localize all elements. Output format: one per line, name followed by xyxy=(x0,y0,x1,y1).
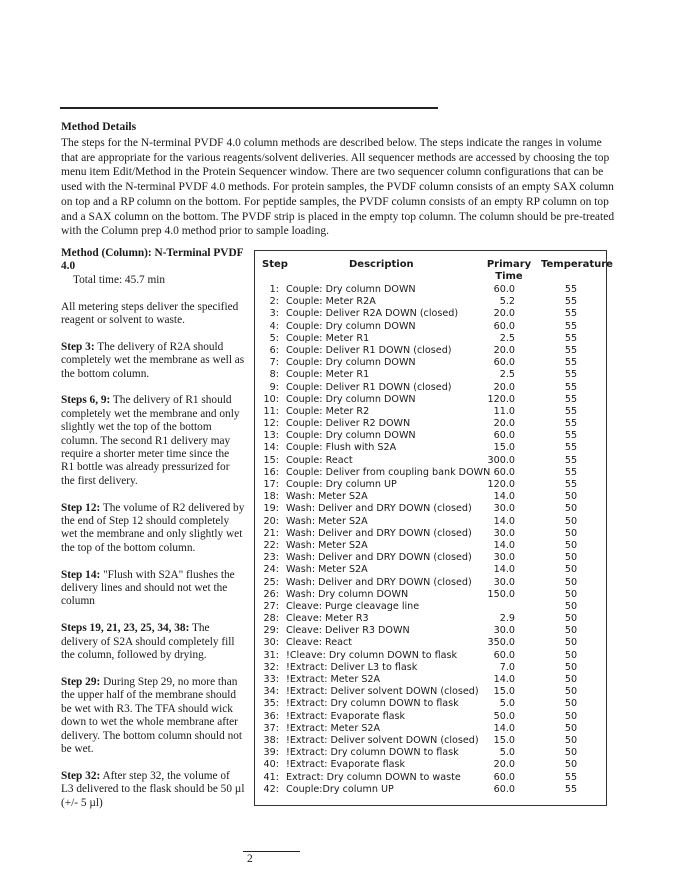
primary-time: 2.9 xyxy=(499,613,515,625)
step-number: 29: xyxy=(263,625,279,637)
primary-time: 30.0 xyxy=(493,576,515,588)
temperature: 50 xyxy=(564,588,578,600)
step-number: 36: xyxy=(263,710,279,722)
step-description: Wash: Deliver and DRY DOWN (closed) xyxy=(286,527,472,539)
table-row xyxy=(255,503,606,515)
step-description: !Extract: Deliver solvent DOWN (closed) xyxy=(286,686,479,698)
table-row xyxy=(255,674,606,686)
step-description: Couple: Meter R2 xyxy=(286,405,370,417)
temperature: 55 xyxy=(564,369,578,381)
step-description: Wash: Deliver and DRY DOWN (closed) xyxy=(286,576,472,588)
primary-time: 20.0 xyxy=(493,381,515,393)
header-temperature: Temperature xyxy=(541,259,613,270)
table-row xyxy=(255,345,606,357)
note-label: Steps 6, 9: xyxy=(61,394,111,407)
primary-time: 14.0 xyxy=(493,674,515,685)
temperature: 50 xyxy=(564,600,578,612)
table-row xyxy=(255,418,606,430)
table-row xyxy=(255,321,606,333)
temperature: 50 xyxy=(564,576,578,588)
note-label: Step 29: xyxy=(61,675,101,688)
temperature: 55 xyxy=(564,466,578,478)
note-paragraph xyxy=(61,301,245,328)
step-number: 18: xyxy=(263,491,279,503)
temperature: 50 xyxy=(564,637,578,649)
table-body xyxy=(255,284,606,796)
note-paragraph xyxy=(61,341,245,381)
table-row xyxy=(255,394,606,406)
temperature: 55 xyxy=(564,771,578,783)
step-description: Couple: Dry column DOWN xyxy=(286,284,416,295)
step-number: 2: xyxy=(269,296,279,308)
total-time: Total time: 45.7 min xyxy=(73,273,166,286)
step-number: 35: xyxy=(263,698,279,710)
step-description: !Extract: Dry column DOWN to flask xyxy=(286,698,459,710)
step-description: Wash: Dry column DOWN xyxy=(286,588,409,600)
step-description: Cleave: Purge cleavage line xyxy=(286,600,420,612)
primary-time: 60.0 xyxy=(493,771,515,783)
table-row xyxy=(255,577,606,589)
note-paragraph xyxy=(61,569,245,609)
step-number: 7: xyxy=(269,357,279,369)
temperature: 55 xyxy=(564,393,578,405)
primary-time: 60.0 xyxy=(493,284,515,295)
primary-time: 30.0 xyxy=(493,503,515,515)
primary-time: 60.0 xyxy=(493,357,515,369)
table-row xyxy=(255,784,606,796)
step-number: 31: xyxy=(263,649,279,661)
step-description: Couple: Meter R2A xyxy=(286,296,376,308)
temperature: 55 xyxy=(564,430,578,442)
table-row xyxy=(255,540,606,552)
step-description: !Extract: Meter S2A xyxy=(286,722,381,734)
step-number: 39: xyxy=(263,747,279,759)
table-row xyxy=(255,625,606,637)
temperature: 50 xyxy=(564,491,578,503)
step-number: 1: xyxy=(269,284,279,295)
step-description: Couple:Dry column UP xyxy=(286,783,394,795)
primary-time: 20.0 xyxy=(493,759,515,771)
table-row xyxy=(255,698,606,710)
step-number: 42: xyxy=(263,783,279,795)
step-description: Couple: Deliver R2A DOWN (closed) xyxy=(286,308,459,320)
primary-time: 30.0 xyxy=(493,552,515,564)
note-text: The delivery of R2A should completely wet the membrane as well as the bottom column. xyxy=(61,340,245,380)
step-description: Couple: Meter R1 xyxy=(286,369,370,381)
step-number: 14: xyxy=(263,442,279,454)
notes-list xyxy=(61,301,245,810)
step-number: 25: xyxy=(263,576,279,588)
temperature: 50 xyxy=(564,527,578,539)
table-row xyxy=(255,747,606,759)
temperature: 50 xyxy=(564,661,578,673)
step-number: 5: xyxy=(269,332,279,344)
step-description: !Cleave: Dry column DOWN to flask xyxy=(286,649,458,661)
temperature: 55 xyxy=(564,454,578,466)
header-primary-time: Primary Time xyxy=(486,259,532,282)
table-row xyxy=(255,430,606,442)
method-heading: Method (Column): N-Terminal PVDF 4.0 xyxy=(61,247,244,273)
footer-rule xyxy=(243,851,300,852)
primary-time: 20.0 xyxy=(493,344,515,356)
step-number: 34: xyxy=(263,686,279,698)
primary-time: 5.0 xyxy=(499,747,515,759)
step-description: Couple: Dry column DOWN xyxy=(286,430,416,442)
primary-time: 15.0 xyxy=(493,686,515,698)
step-description: Couple: Deliver R1 DOWN (closed) xyxy=(286,344,452,356)
note-label: Step 14: xyxy=(61,568,101,581)
table-row xyxy=(255,491,606,503)
table-row xyxy=(255,552,606,564)
primary-time: 60.0 xyxy=(493,783,515,795)
note-text: The volume of R2 delivered by the end of Step 12 should completely wet the membrane and only slightly wet the top of the bottom column. xyxy=(61,501,245,554)
step-description: Wash: Meter S2A xyxy=(286,564,368,576)
temperature: 55 xyxy=(564,783,578,795)
step-description: Couple: React xyxy=(286,454,353,466)
top-rule xyxy=(60,107,438,109)
primary-time: 60.0 xyxy=(493,466,515,478)
step-description: Couple: Deliver from coupling bank DOWN xyxy=(286,466,491,478)
primary-time: 2.5 xyxy=(499,332,515,344)
temperature: 50 xyxy=(564,698,578,710)
step-number: 37: xyxy=(263,722,279,734)
temperature: 55 xyxy=(564,344,578,356)
primary-time: 15.0 xyxy=(493,442,515,454)
temperature: 55 xyxy=(564,418,578,430)
table-row xyxy=(255,308,606,320)
temperature: 55 xyxy=(564,357,578,369)
note-text: The delivery of S2A should completely fill the column, followed by drying. xyxy=(61,622,235,662)
table-row xyxy=(255,516,606,528)
primary-time: 20.0 xyxy=(493,418,515,430)
primary-time: 30.0 xyxy=(493,527,515,539)
temperature: 50 xyxy=(564,515,578,527)
table-row xyxy=(255,637,606,649)
primary-time: 2.5 xyxy=(499,369,515,381)
temperature: 55 xyxy=(564,296,578,308)
step-number: 26: xyxy=(263,588,279,600)
primary-time: 50.0 xyxy=(493,710,515,722)
temperature: 50 xyxy=(564,686,578,698)
temperature: 55 xyxy=(564,381,578,393)
table-row xyxy=(255,772,606,784)
step-number: 16: xyxy=(263,466,279,478)
table-row xyxy=(255,528,606,540)
primary-time: 7.0 xyxy=(499,661,515,673)
step-number: 8: xyxy=(269,369,279,381)
temperature: 55 xyxy=(564,405,578,417)
primary-time: 300.0 xyxy=(487,454,515,466)
table-row xyxy=(255,296,606,308)
primary-time: 15.0 xyxy=(493,734,515,746)
table-row xyxy=(255,442,606,454)
primary-time: 60.0 xyxy=(493,430,515,442)
table-row xyxy=(255,333,606,345)
temperature: 50 xyxy=(564,564,578,576)
note-paragraph xyxy=(61,676,245,756)
step-description: Cleave: Meter R3 xyxy=(286,613,369,625)
primary-time: 5.2 xyxy=(499,296,515,308)
table-row xyxy=(255,662,606,674)
step-number: 13: xyxy=(263,430,279,442)
step-number: 27: xyxy=(263,600,279,612)
step-description: Cleave: React xyxy=(286,637,353,649)
step-description: Wash: Deliver and DRY DOWN (closed) xyxy=(286,503,472,515)
step-number: 15: xyxy=(263,454,279,466)
table-row xyxy=(255,601,606,613)
primary-time: 5.0 xyxy=(499,698,515,710)
step-number: 10: xyxy=(263,393,279,405)
step-description: Couple: Dry column DOWN xyxy=(286,357,416,369)
step-number: 23: xyxy=(263,552,279,564)
note-paragraph xyxy=(61,622,245,662)
step-description: Couple: Deliver R1 DOWN (closed) xyxy=(286,381,452,393)
table-row xyxy=(255,613,606,625)
temperature: 50 xyxy=(564,552,578,564)
table-row xyxy=(255,467,606,479)
step-number: 6: xyxy=(269,344,279,356)
note-label: Steps 19, 21, 23, 25, 34, 38: xyxy=(61,622,190,635)
primary-time: 20.0 xyxy=(493,308,515,320)
step-description: !Extract: Deliver solvent DOWN (closed) xyxy=(286,734,479,746)
step-number: 19: xyxy=(263,503,279,515)
step-description: Couple: Dry column DOWN xyxy=(286,320,416,332)
table-row xyxy=(255,589,606,601)
step-number: 24: xyxy=(263,564,279,576)
step-number: 30: xyxy=(263,637,279,649)
table-row xyxy=(255,479,606,491)
temperature: 55 xyxy=(564,479,578,490)
temperature: 50 xyxy=(564,625,578,637)
primary-time: 14.0 xyxy=(493,539,515,551)
step-number: 32: xyxy=(263,661,279,673)
step-number: 17: xyxy=(263,479,279,490)
temperature: 50 xyxy=(564,734,578,746)
primary-time: 14.0 xyxy=(493,491,515,503)
temperature: 50 xyxy=(564,649,578,661)
temperature: 55 xyxy=(564,284,578,295)
note-paragraph xyxy=(61,770,245,810)
step-number: 40: xyxy=(263,759,279,771)
step-description: !Extract: Evaporate flask xyxy=(286,710,406,722)
temperature: 55 xyxy=(564,332,578,344)
primary-time: 14.0 xyxy=(493,722,515,734)
step-number: 20: xyxy=(263,515,279,527)
primary-time: 60.0 xyxy=(493,649,515,661)
table-row xyxy=(255,650,606,662)
table-row xyxy=(255,711,606,723)
step-number: 28: xyxy=(263,613,279,625)
step-description: Couple: Dry column DOWN xyxy=(286,393,416,405)
step-description: Wash: Meter S2A xyxy=(286,515,368,527)
note-text: The delivery of R1 should completely wet the membrane and only slightly wet the top of the bottom column. The second R1 delivery may require a shorter meter time since the R1 bottle was already pressurized for the first delivery. xyxy=(61,394,240,487)
method-steps-table xyxy=(254,250,613,806)
step-description: Cleave: Deliver R3 DOWN xyxy=(286,625,410,637)
step-number: 38: xyxy=(263,734,279,746)
temperature: 50 xyxy=(564,747,578,759)
step-description: Couple: Flush with S2A xyxy=(286,442,397,454)
temperature: 50 xyxy=(564,710,578,722)
note-label: Step 3: xyxy=(61,340,95,353)
table-row xyxy=(255,686,606,698)
table-row xyxy=(255,735,606,747)
header-description: Description xyxy=(349,259,414,270)
primary-time: 350.0 xyxy=(487,637,515,649)
step-number: 12: xyxy=(263,418,279,430)
primary-time: 120.0 xyxy=(487,393,515,405)
temperature: 50 xyxy=(564,503,578,515)
step-number: 33: xyxy=(263,674,279,685)
primary-time: 11.0 xyxy=(493,405,515,417)
primary-time: 150.0 xyxy=(487,588,515,600)
page-number: 2 xyxy=(247,853,253,865)
step-description: Wash: Meter S2A xyxy=(286,539,368,551)
table-row xyxy=(255,284,606,296)
step-description: Wash: Deliver and DRY DOWN (closed) xyxy=(286,552,472,564)
primary-time: 60.0 xyxy=(493,320,515,332)
temperature: 50 xyxy=(564,613,578,625)
note-text: After step 32, the volume of L3 delivered to the flask should be 50 µl (+/- 5 µl) xyxy=(61,769,245,809)
temperature: 50 xyxy=(564,674,578,685)
header-step: Step xyxy=(262,259,288,270)
primary-time: 30.0 xyxy=(493,625,515,637)
step-number: 11: xyxy=(263,405,279,417)
note-text: All metering steps deliver the specified reagent or solvent to waste. xyxy=(61,300,239,327)
table-row xyxy=(255,759,606,771)
note-label: Step 12: xyxy=(61,501,101,514)
step-description: !Extract: Meter S2A xyxy=(286,674,381,685)
step-number: 3: xyxy=(269,308,279,320)
notes-column xyxy=(61,247,245,823)
temperature: 55 xyxy=(564,320,578,332)
intro-paragraph: The steps for the N-terminal PVDF 4.0 column methods are described below. The steps indicate the ranges in volume that are appropriate for the various reagents/solvent deliveries. All sequencer methods are accessed by choosing the top menu item Edit/Method in the Protein Sequencer window. There are two sequencer column configurations that can be used with the N-terminal PVDF 4.0 methods. For protein samples, the PVDF column consists of an empty SAX column on top and a RP column on the bottom. For peptide samples, the PVDF column consists of an empty RP column on top and a SAX column on the bottom. The PVDF strip is placed in the empty top column. The column should be pre-treated with the Column prep 4.0 method prior to sample loading. xyxy=(61,137,615,238)
note-paragraph xyxy=(61,394,245,488)
note-label: Step 32: xyxy=(61,769,101,782)
primary-time: 120.0 xyxy=(487,479,515,490)
table-row xyxy=(255,357,606,369)
table-row xyxy=(255,369,606,381)
step-number: 9: xyxy=(269,381,279,393)
step-description: Extract: Dry column DOWN to waste xyxy=(286,771,461,783)
temperature: 55 xyxy=(564,442,578,454)
step-description: Wash: Meter S2A xyxy=(286,491,368,503)
table-row xyxy=(255,723,606,735)
temperature: 55 xyxy=(564,308,578,320)
note-paragraph xyxy=(61,502,245,556)
temperature: 50 xyxy=(564,722,578,734)
step-description: !Extract: Evaporate flask xyxy=(286,759,406,771)
step-description: Couple: Meter R1 xyxy=(286,332,370,344)
section-title: Method Details xyxy=(61,121,137,133)
table-row xyxy=(255,382,606,394)
primary-time: 14.0 xyxy=(493,564,515,576)
step-description: !Extract: Dry column DOWN to flask xyxy=(286,747,459,759)
step-number: 41: xyxy=(263,771,279,783)
step-description: !Extract: Deliver L3 to flask xyxy=(286,661,418,673)
step-number: 4: xyxy=(269,320,279,332)
step-number: 21: xyxy=(263,527,279,539)
note-text: "Flush with S2A" flushes the delivery lines and should not wet the column xyxy=(61,568,235,608)
table-row xyxy=(255,564,606,576)
temperature: 50 xyxy=(564,759,578,771)
step-description: Couple: Deliver R2 DOWN xyxy=(286,418,411,430)
temperature: 50 xyxy=(564,539,578,551)
primary-time: 14.0 xyxy=(493,515,515,527)
step-description: Couple: Dry column UP xyxy=(286,479,397,490)
note-text: During Step 29, no more than the upper half of the membrane should be wet with R3. The TFA should wick down to wet the whole membrane after delivery. The bottom column should not be wet. xyxy=(61,675,243,755)
table-row xyxy=(255,406,606,418)
step-number: 22: xyxy=(263,539,279,551)
table-row xyxy=(255,455,606,467)
